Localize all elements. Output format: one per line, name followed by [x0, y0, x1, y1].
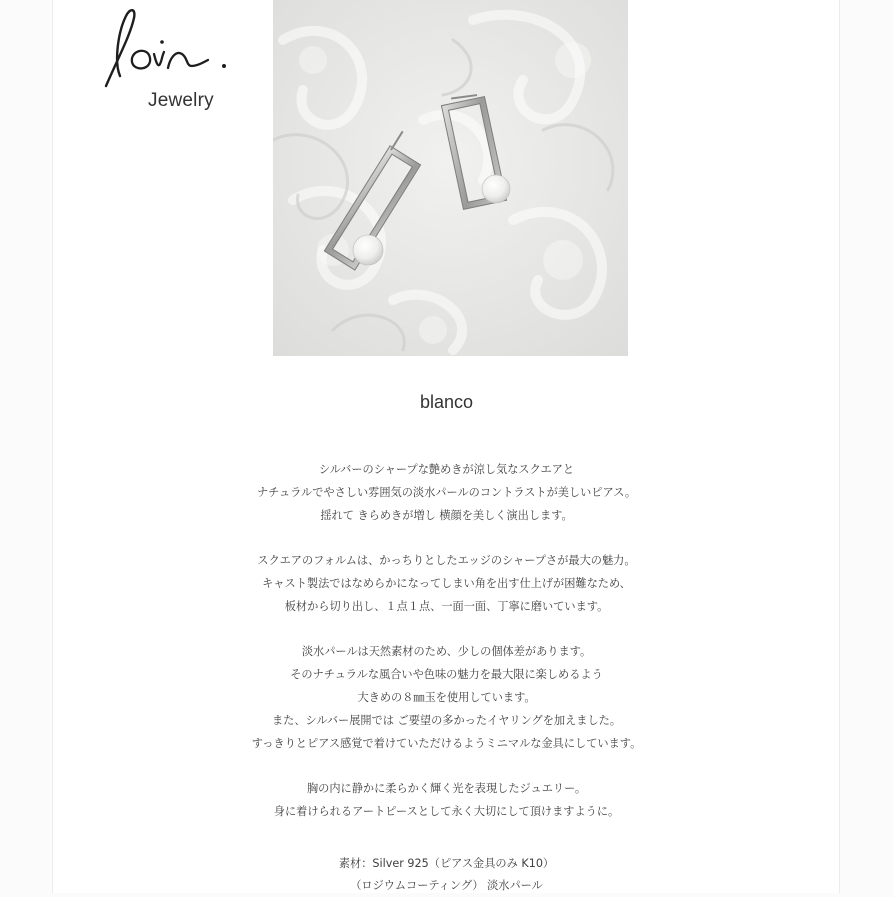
description-line: 板材から切り出し、１点１点、一面一面、丁寧に磨いています。: [284, 599, 609, 613]
description-line: すっきりとピアス感覚で着けていただけるようミニマルな金具にしています。: [251, 736, 642, 750]
description-line: ナチュラルでやさしい雰囲気の淡水パールのコントラストが美しいピアス。: [256, 485, 637, 499]
description-line: スクエアのフォルムは、かっちりとしたエッジのシャープさが最大の魅力。: [257, 554, 636, 568]
materials-line-2: （ロジウムコーティング） 淡水パール: [350, 879, 543, 892]
product-description: [0, 459, 893, 847]
brand-logo: [96, 2, 246, 114]
description-line: 胸の内に静かに柔らかく輝く光を表現したジュエリー。: [306, 782, 587, 796]
materials-line-1: 素材：Silver 925（ピアス金具のみ K10）: [338, 857, 555, 870]
description-line: 揺れて きらめきが増し 横顔を美しく演出します。: [320, 508, 573, 522]
brand-subtitle: Jewelry: [148, 90, 214, 111]
description-line: そのナチュラルな風合いや色味の魅力を最大限に楽しめるよう: [290, 668, 603, 682]
pearl-earrings-photo: [273, 0, 628, 356]
materials-info: [0, 853, 893, 897]
description-line: 身に着けられるアートピースとして永く大切にして頂けますように。: [273, 804, 620, 818]
description-paragraph-4: [0, 778, 893, 824]
description-line: シルバーのシャープな艶めきが涼し気なスクエアと: [318, 463, 575, 476]
product-name: blanco: [419, 392, 474, 412]
description-line: キャスト製法ではなめらかになってしまい角を出す仕上げが困難なため、: [262, 576, 631, 590]
description-paragraph-3: [0, 641, 893, 755]
product-photo: [273, 0, 628, 356]
description-line: 大きめの８㎜玉を使用しています。: [357, 690, 536, 704]
logo-script-mark: [96, 2, 246, 92]
description-paragraph-2: [0, 550, 893, 618]
description-paragraph-1: [0, 459, 893, 527]
description-line: 淡水パールは天然素材のため、少しの個体差があります。: [301, 645, 592, 659]
description-line: また、シルバー展開では ご要望の多かったイヤリングを加えました。: [271, 713, 622, 727]
